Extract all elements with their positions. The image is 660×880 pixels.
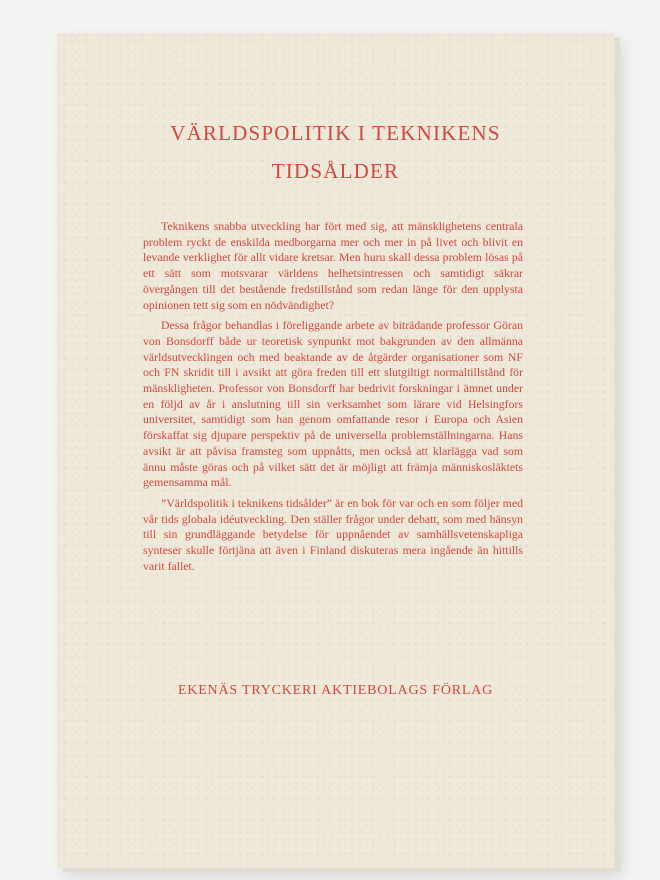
publisher-name: EKENÄS TRYCKERI AKTIEBOLAGS FÖRLAG <box>177 683 494 698</box>
title-line-1: VÄRLDSPOLITIK I TEKNIKENS <box>170 121 501 145</box>
book-back-cover <box>57 33 614 868</box>
title-line-2: TIDSÅLDER <box>271 159 400 183</box>
blurb-text <box>143 219 523 579</box>
paragraph-1: Teknikens snabba utveckling har fört med sig, att mänsklighetens centrala problem ryckt de enskilda medborgarna mer och mer in på livet och blivit en levande verklighet för allt vidare kretsar. Men huru skall dessa problem lösas på ett sätt som motsvarar världens helhetsintressen och samtidigt säkrar övergången till det bestående fredstillstånd som redan länge för den upplysta opinionen tett sig som en nödvändighet? <box>143 219 523 312</box>
paragraph-3: ”Världspolitik i teknikens tidsålder” är en bok för var och en som följer med vår tids globala idéutveckling. Den ställer frågor under debatt, som med hänsyn till sin grundläggande betydelse för uppnåendet av samhällsvetenskapliga synteser skulle förtjäna att även i Finland diskuteras mera ingående än hittills varit fallet. <box>143 495 523 573</box>
paragraph-2: Dessa frågor behandlas i föreliggande arbete av biträdande professor Göran von Bonsdorff både ur teoretisk synpunkt mot bakgrunden av den allmänna världsutvecklingen och med beaktande av de åtgärder organisationer som NF och FN skridit till i avsikt att göra freden till ett slutgiltigt normaltillstånd för mänskligheten. Professor von Bonsdorff har bedrivit forskningar i ämnet under en följd av år i anslutning till sin verksamhet som lärare vid Helsingfors universitet, samtidigt som han genom omfattande resor i Europa och Asien förskaffat sig djupare perspektiv på de universella problemställningarna. Hans avsikt är att påvisa framsteg som uppnåtts, men också att klarlägga vad som ännu måste göras och på vilket sätt det är möjligt att främja människosläktets gemensamma mål. <box>143 318 523 490</box>
